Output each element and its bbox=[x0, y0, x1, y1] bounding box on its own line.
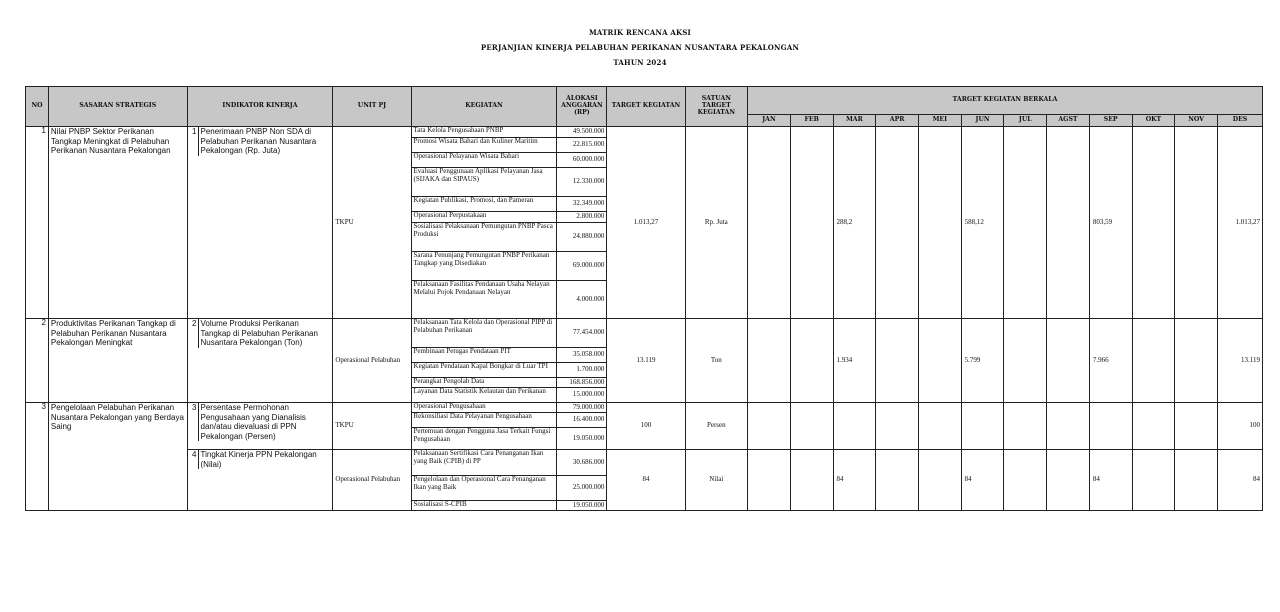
month-target bbox=[1047, 127, 1090, 319]
month-target bbox=[876, 403, 919, 450]
target-kegiatan: 13.119 bbox=[607, 319, 685, 403]
satuan-target: Rp. Juta bbox=[685, 127, 748, 319]
month-target: 288,2 bbox=[833, 127, 876, 319]
indikator-text: Volume Produksi Perikanan Tangkap di Pelabuhan Perikanan Nusantara Pekalongan (Ton) bbox=[198, 319, 325, 348]
month-target bbox=[961, 403, 1004, 450]
indikator-number: 1 bbox=[192, 127, 197, 136]
target-kegiatan: 84 bbox=[607, 450, 685, 511]
header-month: NOV bbox=[1175, 115, 1218, 127]
month-target: 5.799 bbox=[961, 319, 1004, 403]
table-row bbox=[26, 450, 1263, 476]
row-number: 1 bbox=[26, 127, 49, 319]
month-target bbox=[748, 403, 791, 450]
header-month: JUN bbox=[961, 115, 1004, 127]
alokasi-anggaran: 77.454.000 bbox=[557, 319, 607, 348]
alokasi-anggaran: 2.800.000 bbox=[557, 212, 607, 223]
header-month: DES bbox=[1217, 115, 1262, 127]
indikator-kinerja bbox=[187, 450, 333, 511]
satuan-target: Ton bbox=[685, 319, 748, 403]
header-month: AGST bbox=[1047, 115, 1090, 127]
kegiatan-name: Rekonsiliasi Data Pelayanan Pengusahaan bbox=[411, 413, 557, 428]
month-target bbox=[1004, 403, 1047, 450]
kegiatan-name: Perangkat Pengolah Data bbox=[411, 378, 557, 388]
alokasi-anggaran: 22.815.000 bbox=[557, 138, 607, 153]
month-target: 803,59 bbox=[1089, 127, 1132, 319]
indikator-text: Tingkat Kinerja PPN Pekalongan (Nilai) bbox=[198, 450, 325, 469]
unit-pj: TKPU bbox=[333, 127, 411, 319]
table-row bbox=[26, 403, 1263, 413]
header-month: FEB bbox=[790, 115, 833, 127]
kegiatan-name: Pertemuan dengan Pengguna Jasa Terkait Fungsi Pengusahaan bbox=[411, 428, 557, 450]
month-target bbox=[1047, 403, 1090, 450]
alokasi-anggaran: 1.700.000 bbox=[557, 363, 607, 378]
kegiatan-name: Evaluasi Penggunaan Aplikasi Pelayanan Jasa (SIJAKA dan SIPAUS) bbox=[411, 168, 557, 197]
month-target: 588,12 bbox=[961, 127, 1004, 319]
month-target bbox=[1047, 450, 1090, 511]
month-target bbox=[1004, 319, 1047, 403]
alokasi-anggaran: 35.058.000 bbox=[557, 348, 607, 363]
doc-year: TAHUN 2024 bbox=[613, 58, 667, 67]
header-satuan: SATUAN TARGET KEGIATAN bbox=[685, 87, 748, 127]
indikator-number: 3 bbox=[192, 403, 197, 412]
alokasi-anggaran: 19.050.000 bbox=[557, 428, 607, 450]
doc-title: MATRIK RENCANA AKSI bbox=[588, 28, 692, 37]
month-target bbox=[790, 127, 833, 319]
alokasi-anggaran: 4.000.000 bbox=[557, 281, 607, 319]
doc-subtitle: PERJANJIAN KINERJA PELABUHAN PERIKANAN NUSANTARA PEKALONGAN bbox=[480, 43, 800, 52]
kegiatan-name: Pelaksanaan Tata Kelola dan Operasional PIPP di Pelabuhan Perikanan bbox=[411, 319, 557, 348]
indikator-kinerja bbox=[187, 403, 333, 450]
header-kegiatan: KEGIATAN bbox=[411, 87, 557, 127]
header-month: MAR bbox=[833, 115, 876, 127]
row-number: 2 bbox=[26, 319, 49, 403]
target-kegiatan: 1.013,27 bbox=[607, 127, 685, 319]
target-kegiatan: 100 bbox=[607, 403, 685, 450]
indikator-number: 4 bbox=[192, 450, 197, 459]
month-target: 1.013,27 bbox=[1217, 127, 1262, 319]
header-sasaran: SASARAN STRATEGIS bbox=[48, 87, 187, 127]
alokasi-anggaran: 60.000.000 bbox=[557, 153, 607, 168]
alokasi-anggaran: 24.880.000 bbox=[557, 223, 607, 252]
month-target bbox=[1132, 403, 1175, 450]
alokasi-anggaran: 168.856.000 bbox=[557, 378, 607, 388]
header-no: NO bbox=[26, 87, 49, 127]
kegiatan-name: Pelaksanaan Sertifikasi Cara Penanganan Ikan yang Baik (CPIB) di PP bbox=[411, 450, 557, 476]
alokasi-anggaran: 32.349.000 bbox=[557, 197, 607, 212]
month-target bbox=[1047, 319, 1090, 403]
kegiatan-name: Kegiatan Pendataan Kapal Bongkar di Luar TPI bbox=[411, 363, 557, 378]
unit-pj: TKPU bbox=[333, 403, 411, 450]
header-month: JUL bbox=[1004, 115, 1047, 127]
alokasi-anggaran: 30.686.000 bbox=[557, 450, 607, 476]
satuan-target: Nilai bbox=[685, 450, 748, 511]
header-alokasi: ALOKASI ANGGARAN (RP) bbox=[557, 87, 607, 127]
month-target bbox=[790, 319, 833, 403]
month-target bbox=[1175, 403, 1218, 450]
unit-pj: Operasional Pelabuhan bbox=[333, 319, 411, 403]
month-target: 7.966 bbox=[1089, 319, 1132, 403]
header-indikator: INDIKATOR KINERJA bbox=[187, 87, 333, 127]
month-target bbox=[918, 450, 961, 511]
kegiatan-name: Pembinaan Petugas Pendataan PIT bbox=[411, 348, 557, 363]
kegiatan-name: Pelaksanaan Fasilitas Pendanaan Usaha Nelayan Melalui Pojok Pendanaan Nelayan bbox=[411, 281, 557, 319]
month-target bbox=[1132, 450, 1175, 511]
alokasi-anggaran: 49.500.000 bbox=[557, 127, 607, 138]
sasaran-strategis: Produktivitas Perikanan Tangkap di Pelabuhan Perikanan Nusantara Pekalongan Meningkat bbox=[48, 319, 187, 403]
month-target bbox=[790, 450, 833, 511]
alokasi-anggaran: 19.050.000 bbox=[557, 501, 607, 511]
month-target bbox=[748, 127, 791, 319]
indikator-number: 2 bbox=[192, 319, 197, 328]
month-target: 84 bbox=[833, 450, 876, 511]
row-number: 3 bbox=[26, 403, 49, 511]
header-berkala: TARGET KEGIATAN BERKALA bbox=[748, 87, 1263, 115]
unit-pj: Operasional Pelabuhan bbox=[333, 450, 411, 511]
alokasi-anggaran: 12.330.000 bbox=[557, 168, 607, 197]
month-target bbox=[748, 319, 791, 403]
kegiatan-name: Operasional Perpustakaan bbox=[411, 212, 557, 223]
kegiatan-name: Sosialisasi Pelaksanaan Pemungutan PNBP Pasca Produksi bbox=[411, 223, 557, 252]
month-target bbox=[1004, 450, 1047, 511]
kegiatan-name: Tata Kelola Pengusahaan PNBP bbox=[411, 127, 557, 138]
alokasi-anggaran: 25.000.000 bbox=[557, 476, 607, 501]
alokasi-anggaran: 69.000.000 bbox=[557, 252, 607, 281]
month-target bbox=[1132, 319, 1175, 403]
month-target bbox=[1175, 127, 1218, 319]
indikator-text: Penerimaan PNBP Non SDA di Pelabuhan Perikanan Nusantara Pekalongan (Rp. Juta) bbox=[198, 127, 325, 156]
month-target: 13.119 bbox=[1217, 319, 1262, 403]
header-month: OKT bbox=[1132, 115, 1175, 127]
indikator-text: Persentase Permohonan Pengusahaan yang Dianalisis dan/atau dievaluasi di PPN Pekalongan (Persen) bbox=[198, 403, 325, 441]
alokasi-anggaran: 16.400.000 bbox=[557, 413, 607, 428]
alokasi-anggaran: 79.000.000 bbox=[557, 403, 607, 413]
kegiatan-name: Sosialisasi S-CPIB bbox=[411, 501, 557, 511]
action-plan-table bbox=[25, 86, 1263, 511]
month-target: 100 bbox=[1217, 403, 1262, 450]
header-month: SEP bbox=[1089, 115, 1132, 127]
header-unit: UNIT PJ bbox=[333, 87, 411, 127]
month-target: 84 bbox=[1217, 450, 1262, 511]
kegiatan-name: Promosi Wisata Bahari dan Kuliner Maritim bbox=[411, 138, 557, 153]
header-month: JAN bbox=[748, 115, 791, 127]
kegiatan-name: Operasional Pengusahaan bbox=[411, 403, 557, 413]
month-target bbox=[1175, 319, 1218, 403]
sasaran-strategis: Nilai PNBP Sektor Perikanan Tangkap Meningkat di Pelabuhan Perikanan Nusantara Pekalongan bbox=[48, 127, 187, 319]
satuan-target: Persen bbox=[685, 403, 748, 450]
table-row bbox=[26, 127, 1263, 138]
month-target: 84 bbox=[961, 450, 1004, 511]
month-target: 1.934 bbox=[833, 319, 876, 403]
month-target bbox=[918, 403, 961, 450]
alokasi-anggaran: 15.000.000 bbox=[557, 388, 607, 403]
kegiatan-name: Layanan Data Statistik Kelautan dan Perikanan bbox=[411, 388, 557, 403]
month-target bbox=[876, 319, 919, 403]
month-target: 84 bbox=[1089, 450, 1132, 511]
indikator-kinerja bbox=[187, 319, 333, 403]
month-target bbox=[876, 127, 919, 319]
sasaran-strategis: Pengelolaan Pelabuhan Perikanan Nusantara Pekalongan yang Berdaya Saing bbox=[48, 403, 187, 511]
month-target bbox=[918, 319, 961, 403]
header-month: MEI bbox=[918, 115, 961, 127]
kegiatan-name: Operasional Pelayanan Wisata Bahari bbox=[411, 153, 557, 168]
kegiatan-name: Pengelolaan dan Operasional Cara Penanganan Ikan yang Baik bbox=[411, 476, 557, 501]
month-target bbox=[833, 403, 876, 450]
kegiatan-name: Kegiatan Publikasi, Promosi, dan Pameran bbox=[411, 197, 557, 212]
month-target bbox=[1089, 403, 1132, 450]
kegiatan-name: Sarana Penunjang Pemungutan PNBP Perikanan Tangkap yang Disediakan bbox=[411, 252, 557, 281]
indikator-kinerja bbox=[187, 127, 333, 319]
month-target bbox=[790, 403, 833, 450]
month-target bbox=[1132, 127, 1175, 319]
header-month: APR bbox=[876, 115, 919, 127]
month-target bbox=[748, 450, 791, 511]
month-target bbox=[1004, 127, 1047, 319]
month-target bbox=[1175, 450, 1218, 511]
header-target: TARGET KEGIATAN bbox=[607, 87, 685, 127]
month-target bbox=[876, 450, 919, 511]
month-target bbox=[918, 127, 961, 319]
table-row bbox=[26, 319, 1263, 348]
